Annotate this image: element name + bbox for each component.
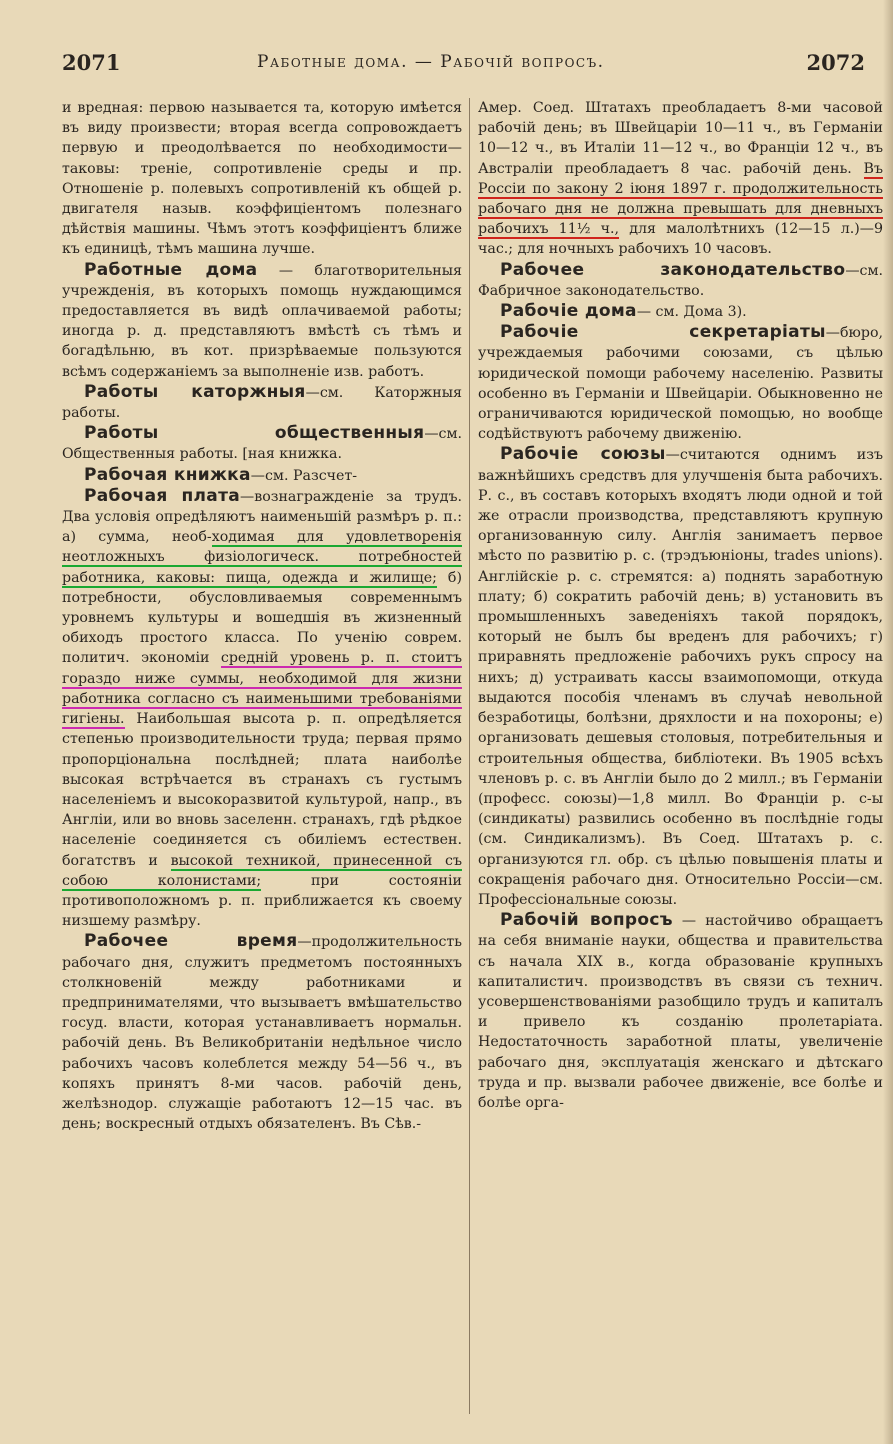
- continuation-paragraph: и вредная: первою называется та, которую имѣется въ виду произвести; вторая всегда сопровождаетъ первую и преодолѣвается по необходимости—таковы: треніе, сопротивленіе среды и пр. Отношеніе р. полевыхъ сопротивленій къ общей р. двигателя назыв. коэффиціентомъ полезнаго дѣйствія машины. Чѣмъ этотъ коэффиціентъ ближе къ единицѣ, тѣмъ машина лучше.: [62, 100, 462, 258]
- entry-text: —см. Фабричное законодательство.: [478, 262, 883, 299]
- highlight-green-needs: ходимая для удовлетворенія неотложныхъ физіологическ. потребностей работника, каковы: пища, одежда и жилище;: [62, 529, 463, 586]
- entry-rabochie-doma: [478, 301, 883, 322]
- entry-headword: Рабочіе союзы: [500, 444, 666, 465]
- entry-rabochee-zakonodatelstvo: [478, 260, 883, 301]
- entry-raboty-katorzhnye: [62, 382, 462, 423]
- page-number-left: 2071: [62, 50, 121, 75]
- entry-headword: Рабочее время: [84, 931, 298, 952]
- right-column: [478, 98, 883, 1113]
- entry-rabochiy-vopros: [478, 910, 883, 1113]
- entry-headword: Рабочій вопросъ: [500, 910, 673, 931]
- running-title: Работные дома. — Рабочій вопросъ.: [257, 52, 605, 72]
- entry-text: — настойчиво обращаетъ на себя вниманіе науки, общества и правительства съ начала XIX в., когда образованіе крупныхъ капиталистич. производствъ въ связи съ технич. усовершенствованіями разобщило трудъ и капиталъ и привело къ созданію пролетаріата. Недостаточность заработной платы, увеличеніе рабочаго дня, эксплуатація женскаго и дѣтскаго труда и пр. вызвали рабочее движеніе, все болѣе и болѣе орга-: [478, 913, 883, 1111]
- entry-text: —см. Общественныя работы. [ная книжка.: [62, 426, 462, 463]
- entry-headword: Рабочіе дома: [500, 301, 637, 322]
- entry-text: б) потребности, обусловливаемыя современнымъ уровнемъ культуры и вошедшія въ жизненный обиходъ простого класса. По ученію соврем. политич. экономіи: [62, 569, 462, 667]
- entry-headword: Рабочіе секретаріаты: [500, 322, 826, 343]
- page-edge-shadow: [883, 0, 893, 1444]
- left-column: [62, 98, 462, 1134]
- entry-text: Амер. Соед. Штатахъ преобладаетъ 8-ми часовой рабочій день; въ Швейцаріи 10—11 ч., въ Германіи 10—12 ч., въ Италіи 11—12 ч., во Франціи 12 ч., въ Австраліи преобладаетъ 8 час. рабочій день.: [478, 100, 883, 177]
- entry-headword: Рабочая плата: [84, 485, 241, 506]
- entry-text: для малолѣтнихъ (12—15 л.)—9 час.; для ночныхъ рабочихъ 10 часовъ.: [478, 221, 883, 258]
- entry-text: —продолжительность рабочаго дня, служитъ предметомъ постоянныхъ столкновеній между работниками и предпринимателями, что вызываетъ вмѣшательство госуд. власти, которая устанавливаетъ нормальн. рабочій день. Въ Великобританіи недѣльное число рабочихъ часовъ колеблется между 54—56 ч., въ копяхъ принятъ 8-ми часов. рабочій день, желѣзнодор. служащіе работаютъ 12—15 час. въ день; воскресный отдыхъ обязателенъ. Въ Сѣв.-: [62, 934, 462, 1133]
- entry-text: —считаются однимъ изъ важнѣйшихъ средствъ для улучшенія быта рабочихъ. Р. с., въ составъ которыхъ входятъ люди одной и той же отрасли производства, представляютъ крупную организованную силу. Англія занимаетъ первое мѣсто по развитію р. с. (трэдъюніоны, trades unions). Англійскіе р. с. стремятся: а) поднять заработную плату; б) сократить рабочій день; в) установить въ промышленныхъ заведеніяхъ такой порядокъ, который не былъ бы вреденъ для рабочихъ; г) приравнять предложеніе рабочихъ рукъ спросу на нихъ; д) устраивать кассы взаимопомощи, откуда выдаются пособія членамъ въ случаѣ невольной безработицы, болѣзни, дряхлости и на похороны; е) организовать дешевыя столовыя, потребительныя и строительныя общества, библіотеки. Въ 1905 всѣхъ членовъ р. с. въ Англіи было до 2 милл.; въ Германіи (професс. союзы)—1,8 милл. Во Франціи р. с-ы (синдикаты) развились особенно въ послѣдніе годы (см. Синдикализмъ). Въ Соед. Штатахъ р. с. организуются гл. обр. съ цѣлью повышенія платы и сокращенія рабочаго дня. Относительно Россіи—см. Профессіональные союзы.: [478, 447, 883, 908]
- entry-headword: Работы общественныя: [84, 423, 425, 444]
- page-header: [62, 50, 865, 80]
- column-divider: [469, 98, 470, 1414]
- entry-rabochee-vremya: [62, 931, 462, 1134]
- entry-rabochaya-knizhka: [62, 465, 462, 486]
- entry-headword: Работы каторжныя: [84, 381, 306, 402]
- highlight-red-russia-law: Въ Россіи по закону 2 іюня 1897 г. продолжительность рабочаго дня не должна превышать для дневныхъ рабочихъ 11½ ч.,: [478, 160, 883, 238]
- entry-rabochie-soyuzy: [478, 444, 883, 910]
- entry-headword: Рабочее законодательство: [500, 259, 846, 280]
- entry-text: — благотворительныя учрежденія, въ которыхъ помощь нуждающимся предоставляется въ видѣ оплачиваемой работы; иногда р. д. представляютъ вмѣстѣ съ тѣмъ и богадѣльню, въ кот. призрѣваемые пользуются всѣмъ содержаніемъ за выполненіе изв. работъ.: [62, 262, 462, 380]
- entry-text: Наибольшая высота р. п. опредѣляется степенью производительности труда; первая прямо пропорціональна послѣдней; плата наиболѣе высокая встрѣчается въ странахъ съ густымъ населеніемъ и высокоразвитой культурой, напр., въ Англіи, или во вновь заселенн. странахъ, гдѣ рѣдкое населеніе соединяется съ обиліемъ естествен. богатствъ и: [62, 711, 462, 869]
- continuation-paragraph: [478, 98, 883, 260]
- entry-rabochaya-plata: [62, 486, 462, 931]
- entry-headword: Работные дома: [84, 259, 258, 280]
- entry-rabotnye-doma: [62, 260, 462, 382]
- entry-headword: Рабочая книжка: [84, 464, 251, 485]
- entry-text: —бюро, учреждаемыя рабочими союзами, съ цѣлью юридической помощи рабочему населенію. Развиты особенно въ Германіи и Швейцаріи. Обыкновенно не ограничиваются юридической помощью, но вообще содѣйствуютъ рабочему движенію.: [478, 325, 883, 443]
- highlight-green-technique: высокой техникой, принесенной съ собою колонистами;: [62, 852, 463, 889]
- entry-text: —вознагражденіе за трудъ. Два условія опредѣляютъ наименьшій размѣръ р. п.: а) сумма, необ-: [62, 488, 462, 546]
- entry-text: —см. Разсчет-: [250, 467, 358, 484]
- entry-text: — см. Дома 3).: [636, 304, 747, 321]
- entry-rabochie-sekretariaty: [478, 322, 883, 444]
- highlight-magenta-average-wage: средній уровень р. п. стоитъ гораздо ниже суммы, необходимой для жизни работника согласно съ наименьшими требованіями гигіены.: [62, 650, 462, 728]
- entry-raboty-obshchestvennye: [62, 423, 462, 464]
- entry-text: при состояніи противоположномъ р. п. приближается къ своему низшему размѣру.: [62, 872, 462, 930]
- entry-text: —см. Каторжныя работы.: [62, 384, 462, 422]
- page-number-right: 2072: [806, 50, 865, 75]
